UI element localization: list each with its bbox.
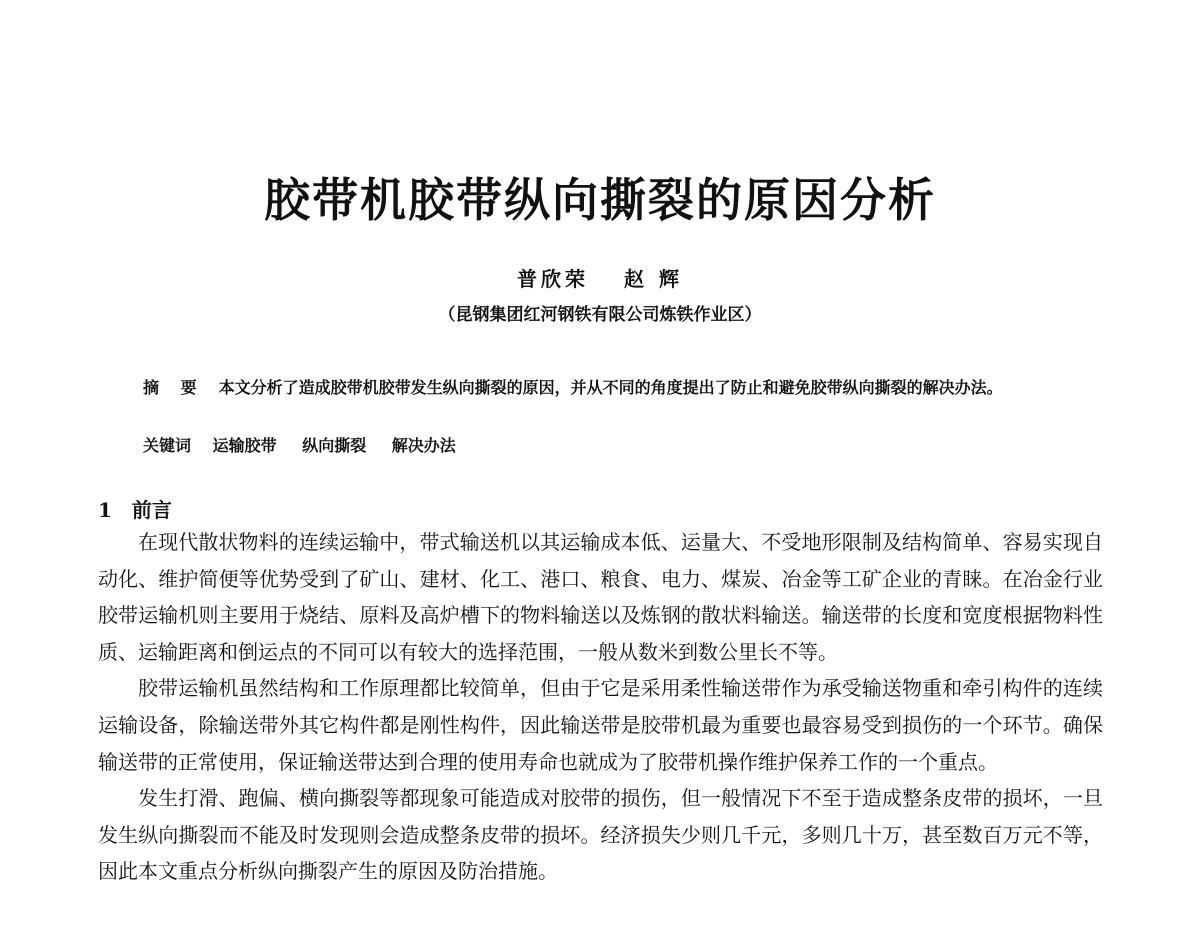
keyword: 解决办法 (391, 436, 456, 455)
paper-title: 胶带机胶带纵向撕裂的原因分析 (264, 173, 936, 227)
section-number: 1 (98, 498, 112, 522)
section-body (98, 524, 1103, 890)
section-title: 前言 (131, 498, 172, 522)
abstract-text: 本文分析了造成胶带机胶带发生纵向撕裂的原因，并从不同的角度提出了防止和避免胶带纵向撕裂的解决办法。 (218, 378, 1003, 397)
keyword: 运输胶带 (212, 436, 277, 455)
body-paragraph: 发生打滑、跑偏、横向撕裂等都现象可能造成对胶带的损伤，但一般情况下不至于造成整条皮带的损坏，一旦发生纵向撕裂而不能及时发现则会造成整条皮带的损坏。经济损失少则几千元，多则几十万，甚至数百万元不等，因此本文重点分析纵向撕裂产生的原因及防治措施。 (98, 786, 1103, 884)
author-name: 赵 辉 (624, 267, 683, 291)
author-line (0, 266, 1200, 292)
author-affiliation: （昆钢集团红河钢铁有限公司炼铁作业区） (438, 305, 762, 325)
section-heading (98, 496, 172, 524)
author-name: 普欣荣 (517, 267, 590, 291)
keywords-block (143, 432, 476, 460)
keyword: 纵向撕裂 (302, 436, 367, 455)
body-paragraph: 在现代散状物料的连续运输中，带式输送机以其运输成本低、运量大、不受地形限制及结构简单、容易实现自动化、维护简便等优势受到了矿山、建材、化工、港口、粮食、电力、煤炭、冶金等工矿企业的青睐。在冶金行业胶带运输机则主要用于烧结、原料及高炉槽下的物料输送以及炼钢的散状料输送。输送带的长度和宽度根据物料性质、运输距离和倒运点的不同可以有较大的选择范围，一般从数米到数公里长不等。 (98, 530, 1103, 664)
keywords-label: 关键词 (143, 436, 192, 455)
abstract-label: 摘 要 (143, 378, 205, 397)
body-paragraph: 胶带运输机虽然结构和工作原理都比较简单，但由于它是采用柔性输送带作为承受输送物重和牵引构件的连续运输设备，除输送带外其它构件都是刚性构件，因此输送带是胶带机最为重要也最容易受到损伤的一个环节。确保输送带的正常使用，保证输送带达到合理的使用寿命也就成为了胶带机操作维护保养工作的一个重点。 (98, 676, 1103, 774)
abstract-block (143, 372, 1063, 404)
